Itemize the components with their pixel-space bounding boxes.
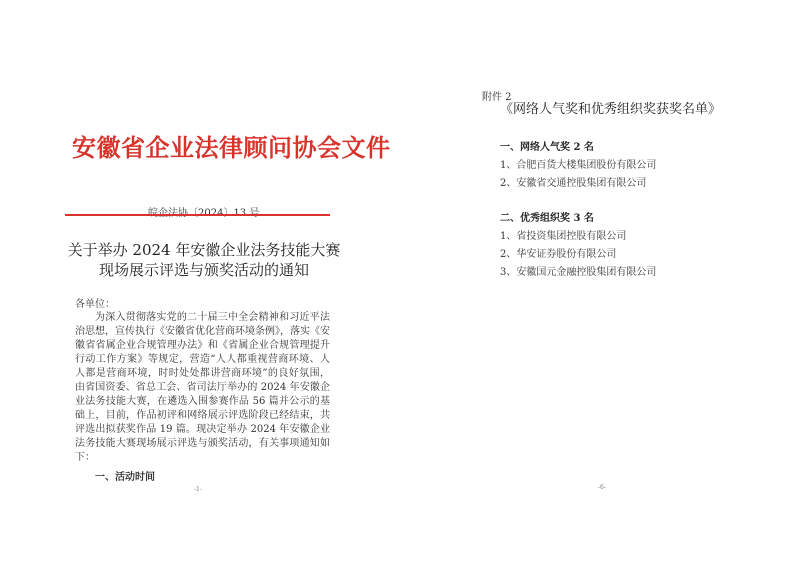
organization-award-heading: 二、优秀组织奖 3 名 [500, 213, 594, 224]
notice-title-line-2: 现场展示评选与颁奖活动的通知 [98, 261, 309, 279]
attachment-label: 附件 2 [482, 92, 512, 103]
addressee: 各单位： [75, 299, 115, 310]
right-page [400, 0, 800, 565]
list-item: 2、安徽省交通控股集团有限公司 [500, 178, 647, 189]
list-item: 3、安徽国元金融控股集团有限公司 [500, 267, 657, 278]
section-heading: 一、活动时间 [95, 472, 155, 483]
document-number [148, 204, 259, 219]
page-number: -6- [598, 484, 606, 491]
notice-title-line-1: 关于举办 2024 年安徽企业法务技能大赛 [67, 241, 341, 259]
list-item: 1、合肥百货大楼集团股份有限公司 [500, 160, 657, 171]
org-header-title: 安徽省企业法律顾问协会文件 [72, 133, 391, 162]
list-item: 2、华安证券股份有限公司 [500, 249, 617, 260]
list-item: 1、省投资集团控股有限公司 [500, 231, 627, 242]
notice-title [64, 240, 344, 280]
page-number: -1- [194, 486, 202, 493]
notice-body: 为深入贯彻落实党的二十届三中全会精神和习近平法治思想，宣传执行《安徽省优化营商环境条例》，落实《安徽省省属企业合规管理办法》和《省属企业合规管理提升行动工作方案》等规定，营造“人人都重视营商环境、人人都是营商环境，时时处处都讲营商环境”的良好氛围，由省国资委、省总工会、省司法厅举办的 2024 年安徽企业法务技能大赛，在遴选入围参赛作品 56 篇并公示的基础上，目前，作品初评和网络展示评选阶段已经结束，共评选出拟获奖作品 19 篇。现决定举办 2024 年安徽企业法务技能大赛现场展示评选与颁奖活动，有关事项通知如下： [75, 312, 330, 463]
award-list-title: 《网络人气奖和优秀组织奖获奖名单》 [500, 102, 722, 117]
red-divider-line [65, 214, 330, 216]
popularity-award-heading: 一、网络人气奖 2 名 [500, 142, 594, 153]
